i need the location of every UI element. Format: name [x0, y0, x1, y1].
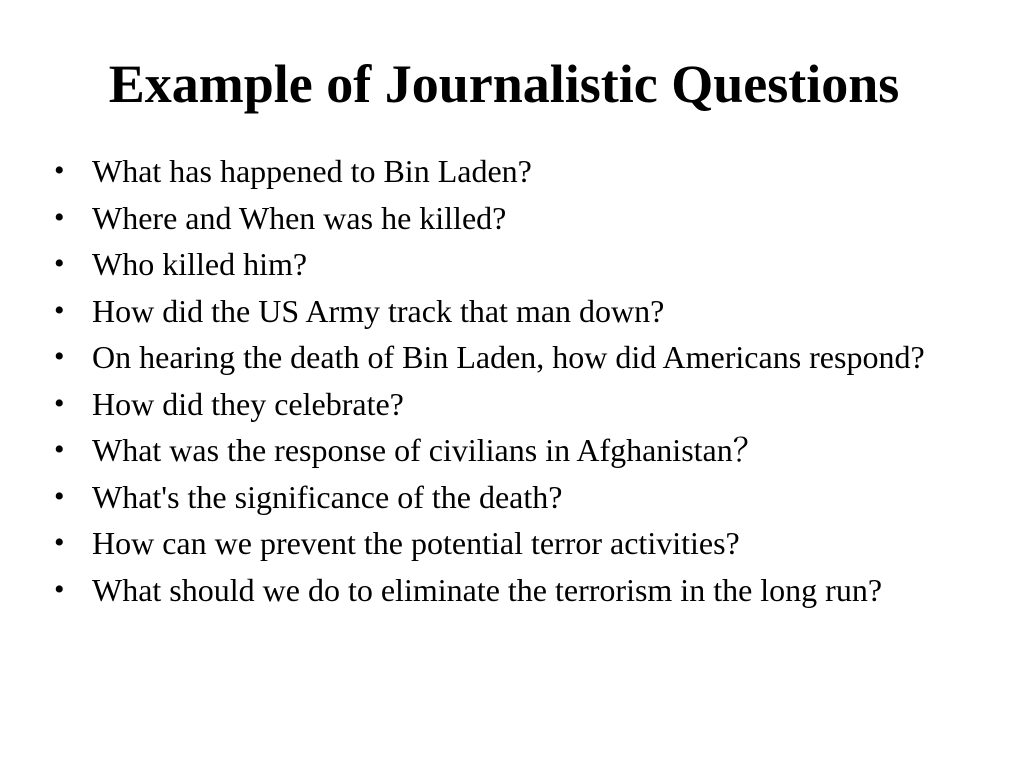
bullet-item: [52, 246, 982, 282]
bullet-text: How can we prevent the potential terror activities?: [92, 525, 740, 561]
bullet-item: [52, 525, 982, 561]
bullet-list: [52, 153, 982, 618]
bullet-text: What was the response of civilians in Afghanistan？: [92, 432, 765, 468]
bullet-text: How did they celebrate?: [92, 385, 404, 422]
bullet-item: [52, 432, 982, 468]
bullet-text: What's the significance of the death?: [92, 478, 563, 515]
bullet-item: [52, 153, 982, 189]
bullet-item: [52, 572, 982, 608]
bullet-icon: •: [54, 200, 65, 234]
bullet-icon: •: [54, 154, 65, 187]
bullet-text: On hearing the death of Bin Laden, how did Americans respond?: [92, 339, 925, 375]
bullet-icon: •: [54, 340, 65, 373]
bullet-item: [52, 293, 982, 329]
bullet-icon: •: [54, 247, 65, 280]
bullet-icon: •: [54, 293, 65, 327]
bullet-icon: •: [54, 572, 65, 606]
bullet-icon: •: [54, 526, 65, 559]
bullet-text: What should we do to eliminate the terrorism in the long run?: [92, 571, 883, 608]
bullet-text: Who killed him?: [92, 246, 308, 282]
bullet-icon: •: [54, 386, 65, 420]
bullet-text: Where and When was he killed?: [92, 199, 507, 236]
bullet-icon: •: [54, 433, 65, 466]
bullet-item: [52, 386, 982, 422]
slide-title: Example of Journalistic Questions: [108, 54, 900, 114]
bullet-text: How did the US Army track that man down?: [92, 292, 665, 329]
bullet-item: [52, 200, 982, 236]
bullet-icon: •: [54, 479, 65, 513]
bullet-text: What has happened to Bin Laden?: [92, 153, 532, 189]
bullet-item: [52, 479, 982, 515]
bullet-item: [52, 339, 982, 375]
